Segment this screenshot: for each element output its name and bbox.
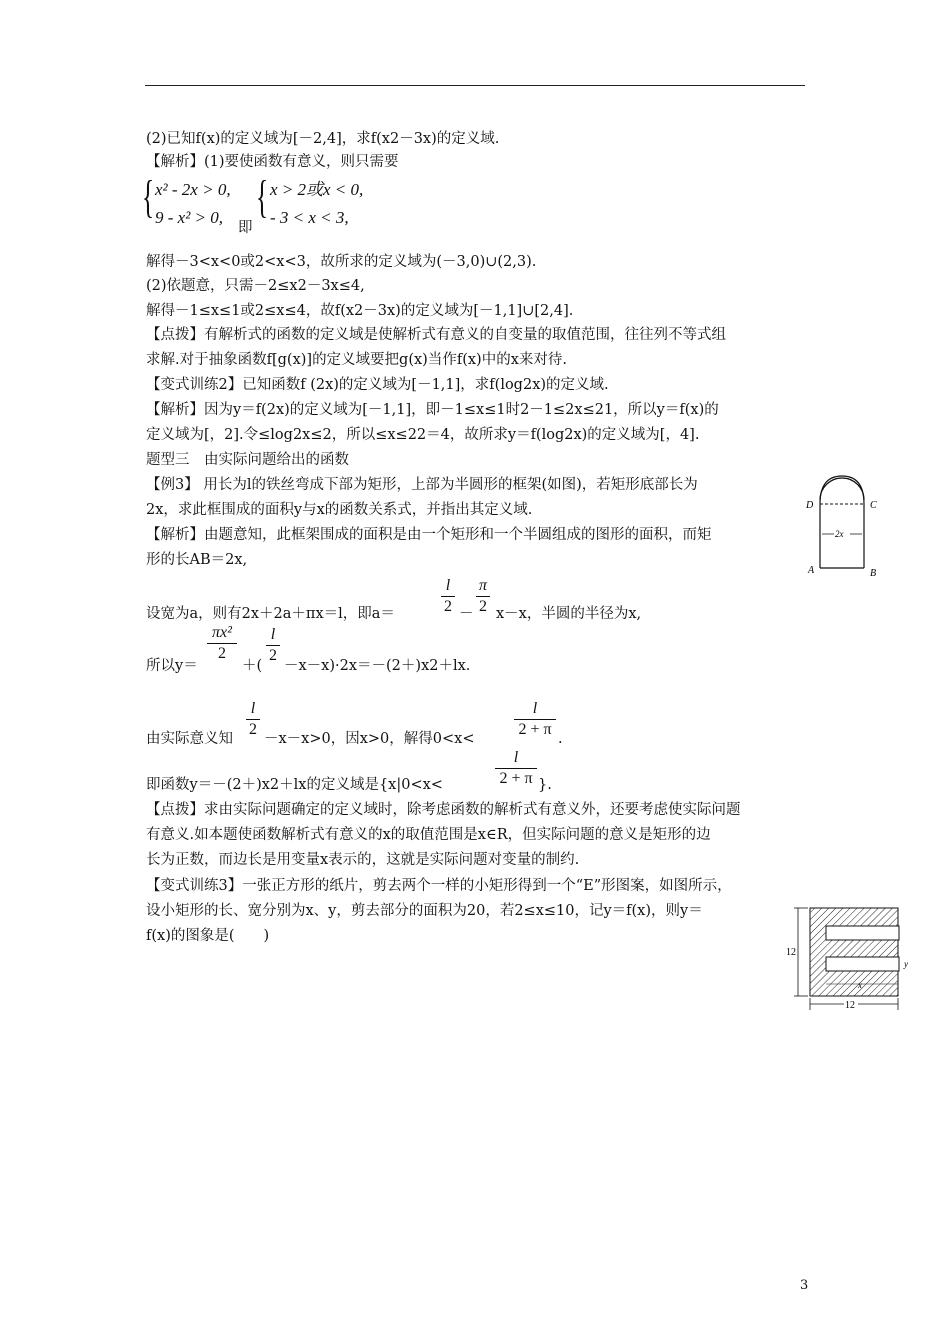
text-line: (2)依题意，只需－2≤x2－3x≤4,: [146, 278, 365, 294]
text-line: 2x，求此框围成的面积y与x的函数关系式，并指出其定义域.: [146, 502, 533, 518]
text-line: 【点拨】有解析式的函数的定义域是使解析式有意义的自变量的取值范围，往往列不等式组: [146, 327, 726, 343]
label-x: x: [858, 980, 862, 990]
fraction: πx² 2: [207, 624, 237, 663]
e-shape-figure: [780, 900, 920, 1018]
text-ji: 即: [238, 220, 253, 236]
text-line: 求解.对于抽象函数f[g(x)]的定义域要把g(x)当作f(x)中的x来对待.: [146, 352, 567, 368]
text-line: x－x，半圆的半径为x,: [496, 606, 642, 622]
header-rule: [145, 85, 805, 86]
text-line: 所以y＝: [146, 658, 198, 674]
inequality: 9 - x² > 0,: [155, 208, 224, 227]
text-line: 定义域为[，2].令≤log2x≤2，所以≤x≤22＝4，故所求y＝f(log2x)的定义域为[，4].: [146, 427, 700, 443]
text-line: 解得－1≤x≤1或2≤x≤4，故f(x2－3x)的定义域为[－1,1]∪[2,4].: [146, 303, 574, 319]
fraction: l 2 + π: [514, 700, 556, 739]
text-line: －x－x>0，因x>0，解得0<x<: [264, 731, 475, 747]
text-line: 【解析】由题意知，此框架围成的面积是由一个矩形和一个半圆组成的图形的面积，而矩: [146, 527, 712, 543]
label-b: B: [870, 568, 877, 579]
left-brace: {: [256, 171, 269, 222]
label-d: D: [806, 500, 814, 511]
text-line: f(x)的图象是( ): [146, 928, 270, 944]
fraction: l 2: [266, 626, 280, 665]
text-line: 即函数y＝－(2＋)x2＋lx的定义域是{x|0<x<: [146, 777, 443, 793]
label-side-12: 12: [786, 947, 796, 958]
text-line: .: [558, 731, 563, 747]
text-line: 【变式训练3】一张正方形的纸片，剪去两个一样的小矩形得到一个“E”形图案，如图所示，: [146, 878, 732, 894]
label-c: C: [870, 500, 877, 511]
text-line: 【解析】(1)要使函数有意义，则只需要: [146, 154, 399, 170]
text-line: (2)已知f(x)的定义域为[－2,4]，求f(x2－3x)的定义域.: [146, 131, 500, 147]
inequality: x > 2或x < 0,: [270, 180, 364, 199]
fraction: l 2: [441, 577, 455, 616]
text-line: 设小矩形的长、宽分别为x、y，剪去部分的面积为20，若2≤x≤10，记y＝f(x)，则y＝: [146, 903, 703, 919]
label-y: y: [904, 959, 908, 969]
text-line: －: [459, 606, 474, 622]
text-line: 解得－3<x<0或2<x<3，故所求的定义域为(－3,0)∪(2,3).: [146, 254, 537, 270]
text-line: 题型三 由实际问题给出的函数: [146, 452, 349, 468]
text-line: 形的长AB＝2x,: [146, 552, 248, 568]
label-bottom-12: 12: [845, 1000, 855, 1011]
text-line: 长为正数，而边长是用变量x表示的，这就是实际问题对变量的制约.: [146, 852, 580, 868]
label-a: A: [808, 565, 815, 576]
page-number: 3: [800, 1278, 809, 1293]
fraction: π 2: [476, 577, 490, 616]
text-line: 设宽为a，则有2x＋2a＋πx＝l，即a＝: [146, 606, 395, 622]
frame-figure: [798, 470, 890, 580]
left-brace: {: [142, 171, 155, 222]
fraction: l 2: [246, 700, 260, 739]
text-line: 【解析】因为y＝f(2x)的定义域为[－1,1]，即－1≤x≤1时2－1≤2x≤21，所以y＝f(x)的: [146, 402, 719, 418]
text-line: 由实际意义知: [146, 731, 233, 747]
label-2x: 2x: [835, 529, 844, 539]
text-line: －x－x)·2x＝－(2＋)x2＋lx.: [284, 658, 471, 674]
text-line: 【点拨】求由实际问题确定的定义域时，除考虑函数的解析式有意义外，还要考虑使实际问题: [146, 802, 741, 818]
inequality: - 3 < x < 3,: [270, 208, 349, 227]
text-line: 【例3】 用长为l的铁丝弯成下部为矩形，上部为半圆形的框架(如图)，若矩形底部长为: [146, 477, 698, 493]
text-line: ＋(: [242, 658, 263, 674]
inequality: x² - 2x > 0,: [155, 180, 231, 199]
text-line: }.: [538, 777, 552, 793]
text-line: 【变式训练2】已知函数f (2x)的定义域为[－1,1]，求f(log2x)的定义域.: [146, 377, 609, 393]
fraction: l 2 + π: [495, 749, 537, 788]
text-line: 有意义.如本题使函数解析式有意义的x的取值范围是x∈R，但实际问题的意义是矩形的边: [146, 827, 711, 843]
